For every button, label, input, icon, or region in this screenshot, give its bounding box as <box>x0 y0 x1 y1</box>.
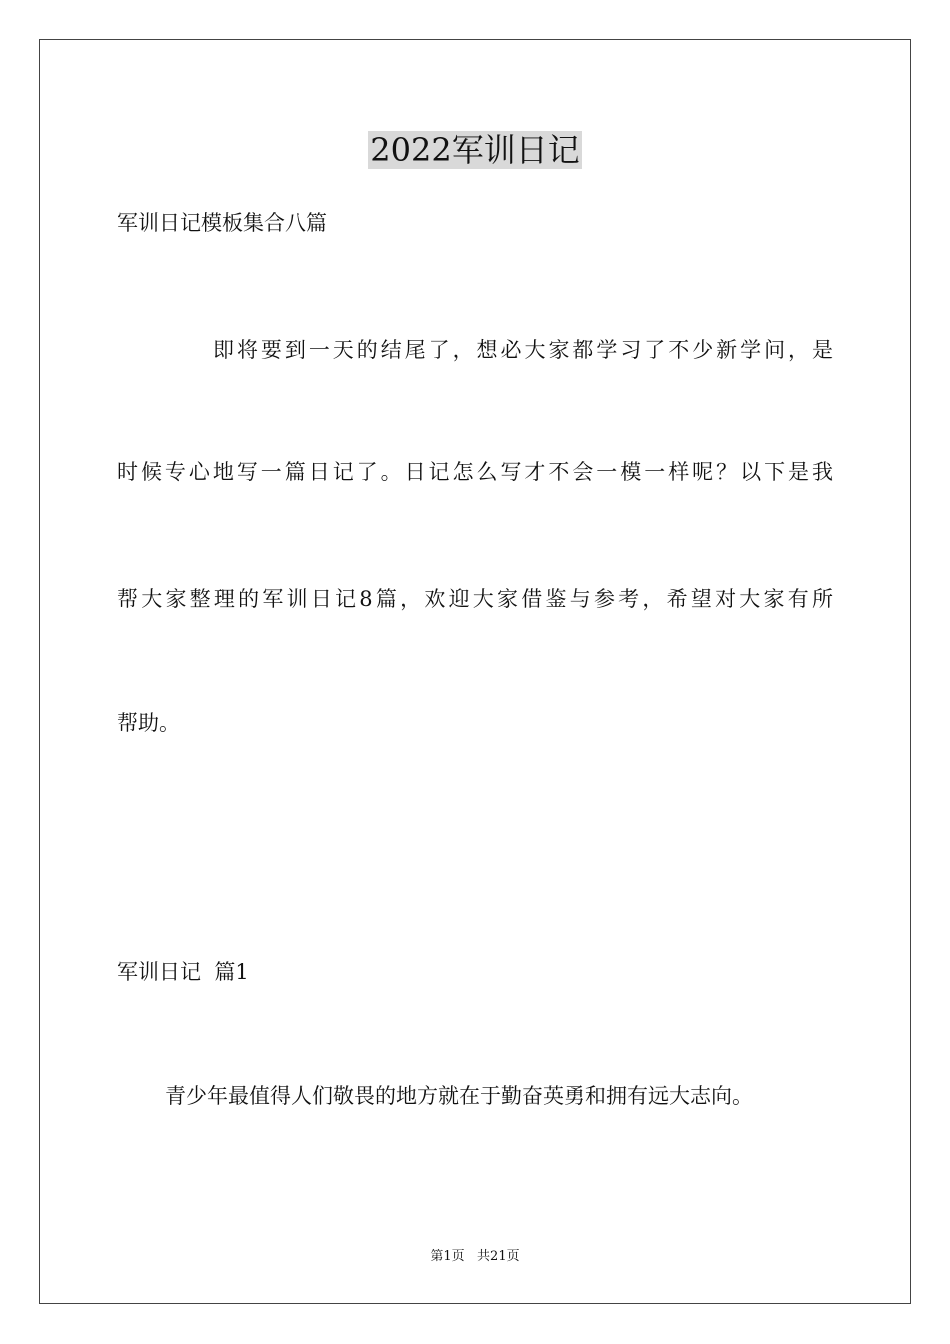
intro-line-3: 帮大家整理的军训日记8篇，欢迎大家借鉴与参考，希望对大家有所 <box>117 587 833 611</box>
document-title <box>0 128 950 172</box>
intro-line-1: 即将要到一天的结尾了，想必大家都学习了不少新学问，是 <box>213 338 833 362</box>
intro-line-2: 时候专心地写一篇日记了。日记怎么写才不会一模一样呢？以下是我 <box>117 460 833 484</box>
document-title-text: 2022军训日记 <box>370 131 580 169</box>
page-number-footer <box>0 1248 950 1266</box>
page-number-text: 第1页 共21页 <box>430 1249 520 1264</box>
section-paragraph-line: 青少年最值得人们敬畏的地方就在于勤奋英勇和拥有远大志向。 <box>165 1084 753 1108</box>
document-subtitle: 军训日记模板集合八篇 <box>117 211 327 235</box>
intro-line-4: 帮助。 <box>117 711 180 735</box>
section-heading: 军训日记 篇1 <box>117 960 249 984</box>
